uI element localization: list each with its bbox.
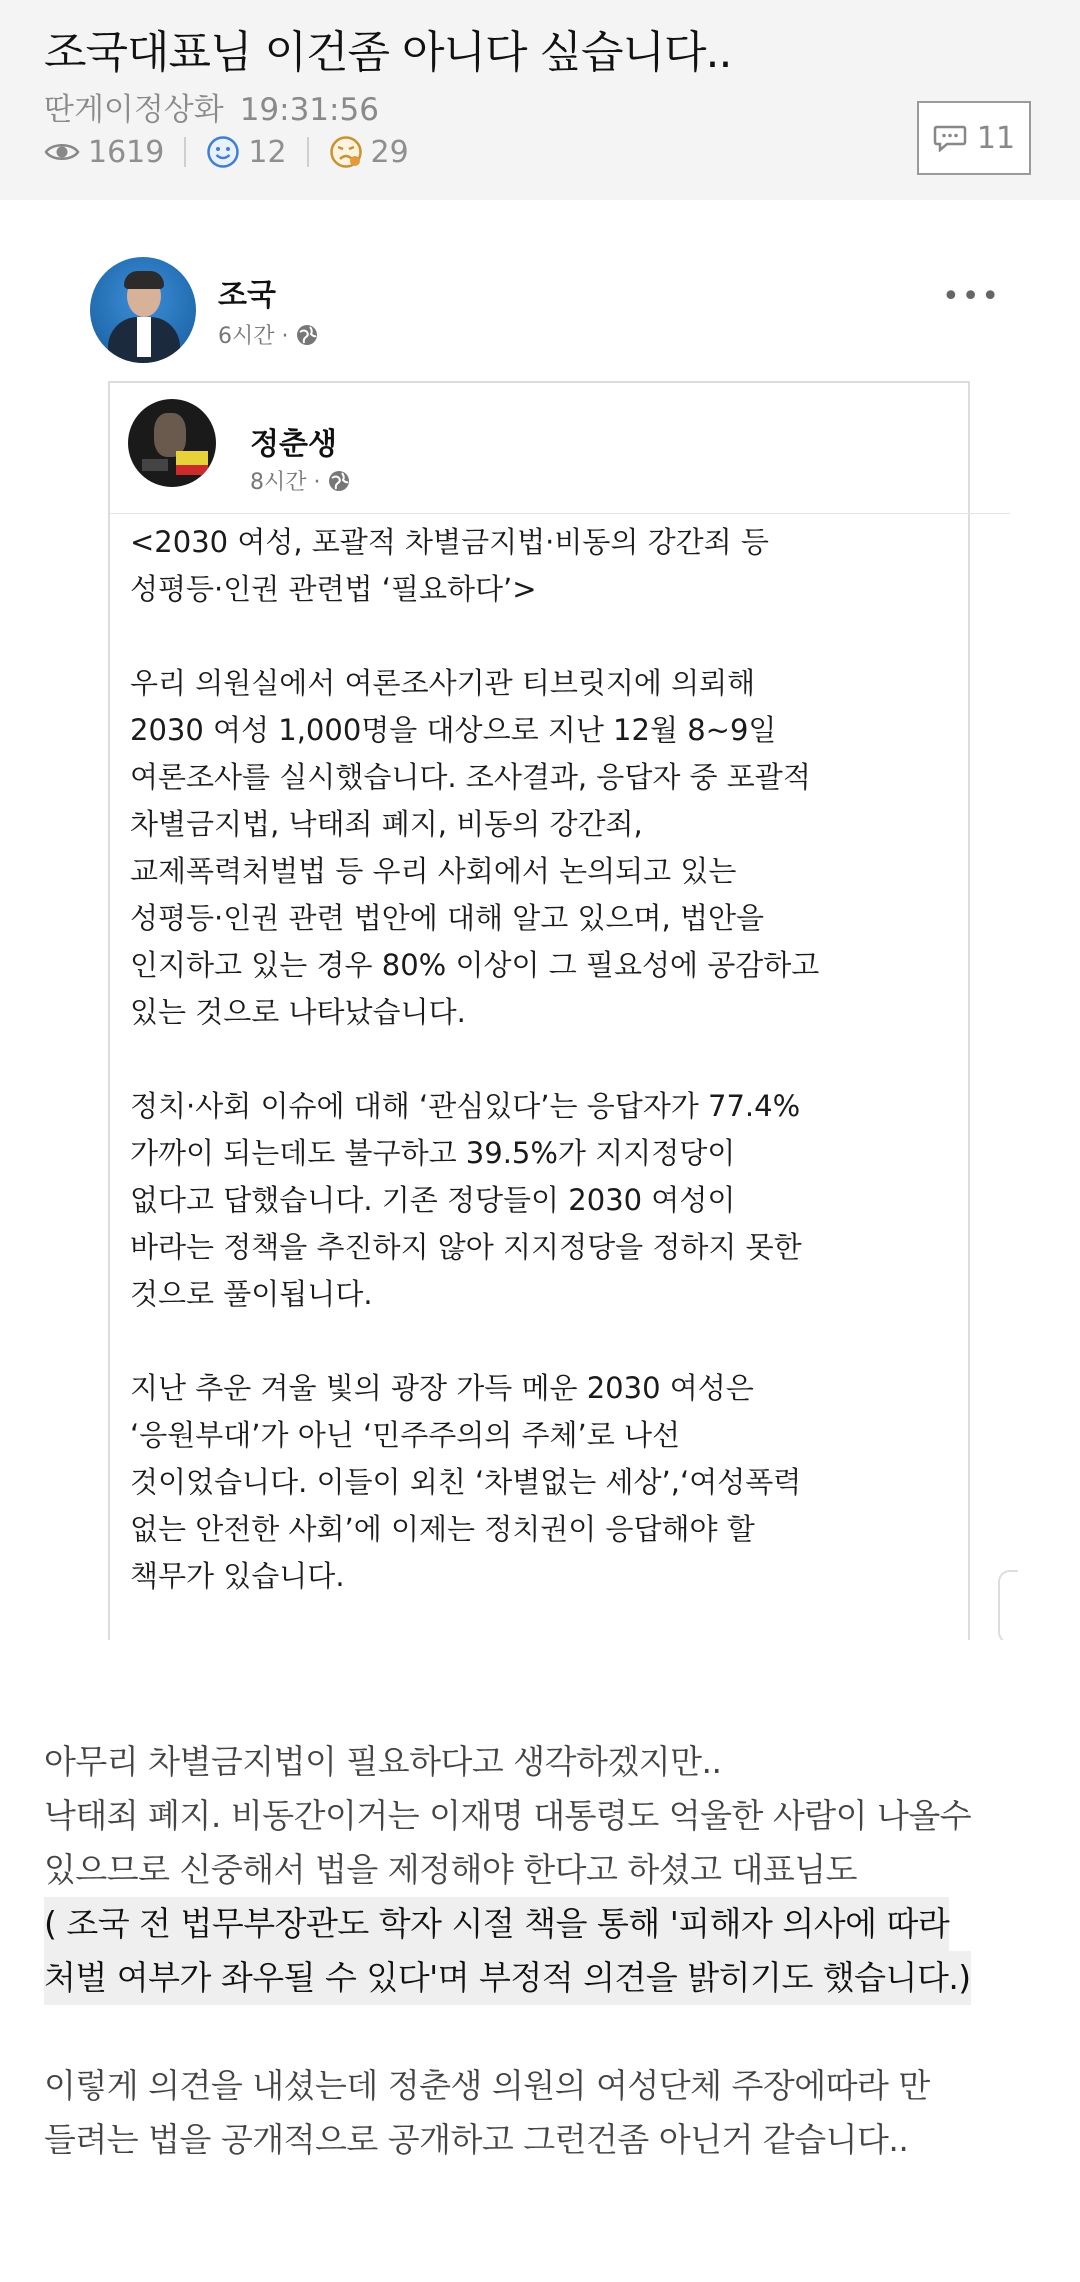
smile-icon <box>206 135 240 169</box>
divider <box>110 513 1010 514</box>
shared-post-card <box>108 381 970 1640</box>
more-options-icon: ••• <box>942 279 1002 314</box>
quote-line: 처벌 여부가 좌우될 수 있다'며 부정적 의견을 밝히기도 했습니다.) <box>44 1951 971 2005</box>
post-header <box>0 0 1080 200</box>
outer-author-name: 조국 <box>218 278 276 313</box>
likes-stat[interactable] <box>206 135 286 170</box>
body-line: 있으므로 신중해서 법을 제정해야 한다고 하셨고 대표님도 <box>44 1850 858 1889</box>
shared-post-text <box>130 519 960 1600</box>
eye-icon <box>44 140 80 164</box>
globe-icon <box>327 469 351 493</box>
outer-time-text: 6시간 · <box>218 324 289 349</box>
post-title: 조국대표님 이건좀 아니다 싶습니다.. <box>44 27 732 78</box>
annoyed-face-icon <box>329 135 363 169</box>
quote-line: ( 조국 전 법무부장관도 학자 시절 책을 통해 '피해자 의사에 따라 <box>44 1897 949 1951</box>
paragraph: 정치·사회 이슈에 대해 ‘관심있다’는 응답자가 77.4% 가까이 되는데도 불구하고 39.5%가 지지정당이 없다고 답했습니다. 기존 정당들이 2030 여성이 바라는 정책을 추진하지 않아 지지정당을 정하지 못한 것으로 풀이됩니다. <box>130 1089 802 1311</box>
inner-author-name: 정춘생 <box>250 427 337 462</box>
paragraph: 지난 추운 겨울 빛의 광장 가득 메운 2030 여성은 ‘응원부대’가 아닌 ‘민주주의의 주체’로 나선 것이었습니다. 이들이 외친 ‘차별없는 세상’,‘여성폭력 없는 안전한 사회’에 이제는 정치권이 응답해야 할 책무가 있습니다. <box>130 1371 802 1593</box>
views-stat <box>44 135 164 170</box>
body-line: 이렇게 의견을 내셨는데 정춘생 의원의 여성단체 주장에따라 만 <box>44 2066 930 2105</box>
avatar <box>128 399 216 487</box>
scroll-edge <box>998 1570 1018 1640</box>
inner-post-time <box>250 465 351 496</box>
outer-post-time <box>218 319 319 350</box>
speech-bubble-icon <box>933 124 967 152</box>
divider <box>184 137 186 167</box>
embedded-post-screenshot <box>62 215 1032 1640</box>
comment-button[interactable] <box>917 101 1031 175</box>
body-line: 아무리 차별금지법이 필요하다고 생각하겠지만.. <box>44 1742 722 1781</box>
post-stats <box>44 131 409 173</box>
inner-time-text: 8시간 · <box>250 470 321 495</box>
avatar <box>90 257 196 363</box>
comment-count: 11 <box>976 120 1016 156</box>
views-count: 1619 <box>88 134 165 170</box>
board-name[interactable]: 딴게이정상화 <box>44 92 224 128</box>
post-body <box>44 1735 1044 2167</box>
dislikes-count: 29 <box>370 134 409 170</box>
body-line: 낙태죄 폐지. 비동간이거는 이재명 대통령도 억울한 사람이 나올수 <box>44 1796 972 1835</box>
post-meta <box>44 84 379 129</box>
body-line: 들려는 법을 공개적으로 공개하고 그런건좀 아닌거 같습니다.. <box>44 2120 909 2159</box>
globe-icon <box>295 323 319 347</box>
post-time: 19:31:56 <box>239 92 379 128</box>
likes-count: 12 <box>248 134 287 170</box>
divider <box>307 137 309 167</box>
dislikes-stat[interactable] <box>329 135 409 170</box>
paragraph: 우리 의원실에서 여론조사기관 티브릿지에 의뢰해 2030 여성 1,000명을 대상으로 지난 12월 8~9일 여론조사를 실시했습니다. 조사결과, 응답자 중 포괄적 차별금지법, 낙태죄 폐지, 비동의 강간죄, 교제폭력처벌법 등 우리 사회에서 논의되고 있는 성평등·인권 관련 법안에 대해 알고 있으며, 법안을 인지하고 있는 경우 80% 이상이 그 필요성에 공감하고 있는 것으로 나타났습니다. <box>130 666 820 1029</box>
paragraph: <2030 여성, 포괄적 차별금지법·비동의 강간죄 등 성평등·인권 관련법 ‘필요하다’> <box>130 525 769 606</box>
